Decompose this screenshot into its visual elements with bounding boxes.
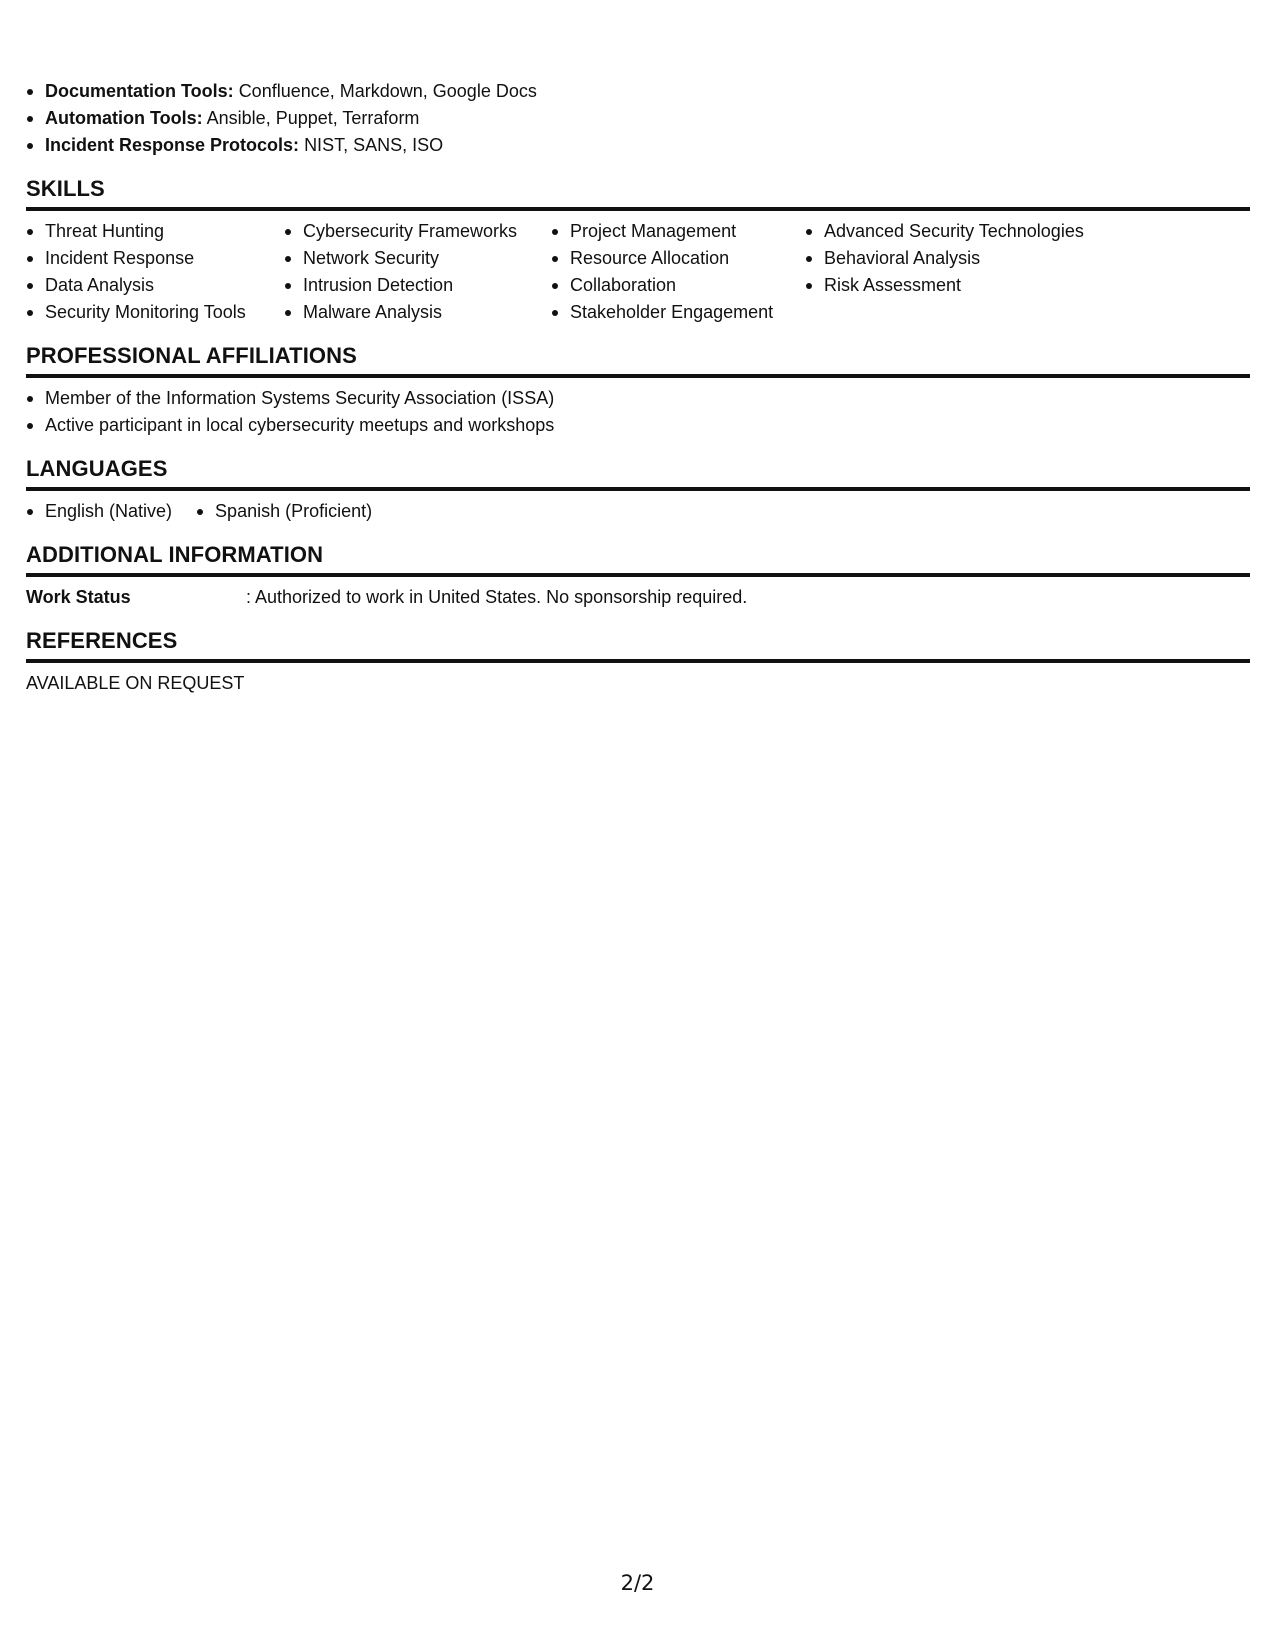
affiliations-section (26, 342, 1250, 439)
list-item (26, 78, 1250, 105)
additional-info-section (26, 541, 1250, 611)
list-item: Security Monitoring Tools (26, 299, 284, 326)
skills-column (284, 218, 551, 326)
list-item: Stakeholder Engagement (551, 299, 805, 326)
list-item: Incident Response (26, 245, 284, 272)
section-title: ADDITIONAL INFORMATION (26, 541, 1250, 577)
tool-value: NIST, SANS, ISO (304, 135, 444, 155)
section-title: LANGUAGES (26, 455, 1250, 491)
list-item: Malware Analysis (284, 299, 551, 326)
tool-label: Incident Response Protocols: (45, 135, 300, 155)
list-item: Active participant in local cybersecurity meetups and workshops (26, 412, 1250, 439)
list-item: Behavioral Analysis (805, 245, 1105, 272)
tool-label: Automation Tools: (45, 108, 203, 128)
section-title: REFERENCES (26, 627, 1250, 663)
list-item: Data Analysis (26, 272, 284, 299)
list-item: Intrusion Detection (284, 272, 551, 299)
list-item: Member of the Information Systems Security Association (ISSA) (26, 385, 1250, 412)
work-status-value: : Authorized to work in United States. No sponsorship required. (246, 587, 748, 607)
references-section (26, 627, 1250, 697)
languages-section (26, 455, 1250, 525)
page-number: 2/2 (620, 1571, 655, 1595)
list-item: Risk Assessment (805, 272, 1105, 299)
languages-list (26, 498, 1250, 525)
list-item: English (Native) (26, 498, 172, 525)
list-item: Spanish (Proficient) (196, 498, 372, 525)
tool-value: Confluence, Markdown, Google Docs (238, 81, 537, 101)
section-title: SKILLS (26, 175, 1250, 211)
affiliations-list (26, 385, 1250, 439)
list-item: Threat Hunting (26, 218, 284, 245)
skills-column (805, 218, 1105, 326)
list-item: Project Management (551, 218, 805, 245)
work-status-label: Work Status (26, 587, 131, 607)
resume-page (26, 78, 1250, 697)
tool-value: Ansible, Puppet, Terraform (206, 108, 420, 128)
list-item (26, 105, 1250, 132)
list-item: Resource Allocation (551, 245, 805, 272)
skills-column (26, 218, 284, 326)
tools-list (26, 78, 1250, 159)
skills-section (26, 175, 1250, 326)
skills-column (551, 218, 805, 326)
list-item: Network Security (284, 245, 551, 272)
references-text: AVAILABLE ON REQUEST (26, 673, 245, 693)
section-title: PROFESSIONAL AFFILIATIONS (26, 342, 1250, 378)
list-item: Collaboration (551, 272, 805, 299)
list-item: Advanced Security Technologies (805, 218, 1105, 245)
list-item (26, 132, 1250, 159)
list-item: Cybersecurity Frameworks (284, 218, 551, 245)
work-status-row (26, 584, 1250, 611)
skills-grid (26, 218, 1250, 326)
tool-label: Documentation Tools: (45, 81, 234, 101)
